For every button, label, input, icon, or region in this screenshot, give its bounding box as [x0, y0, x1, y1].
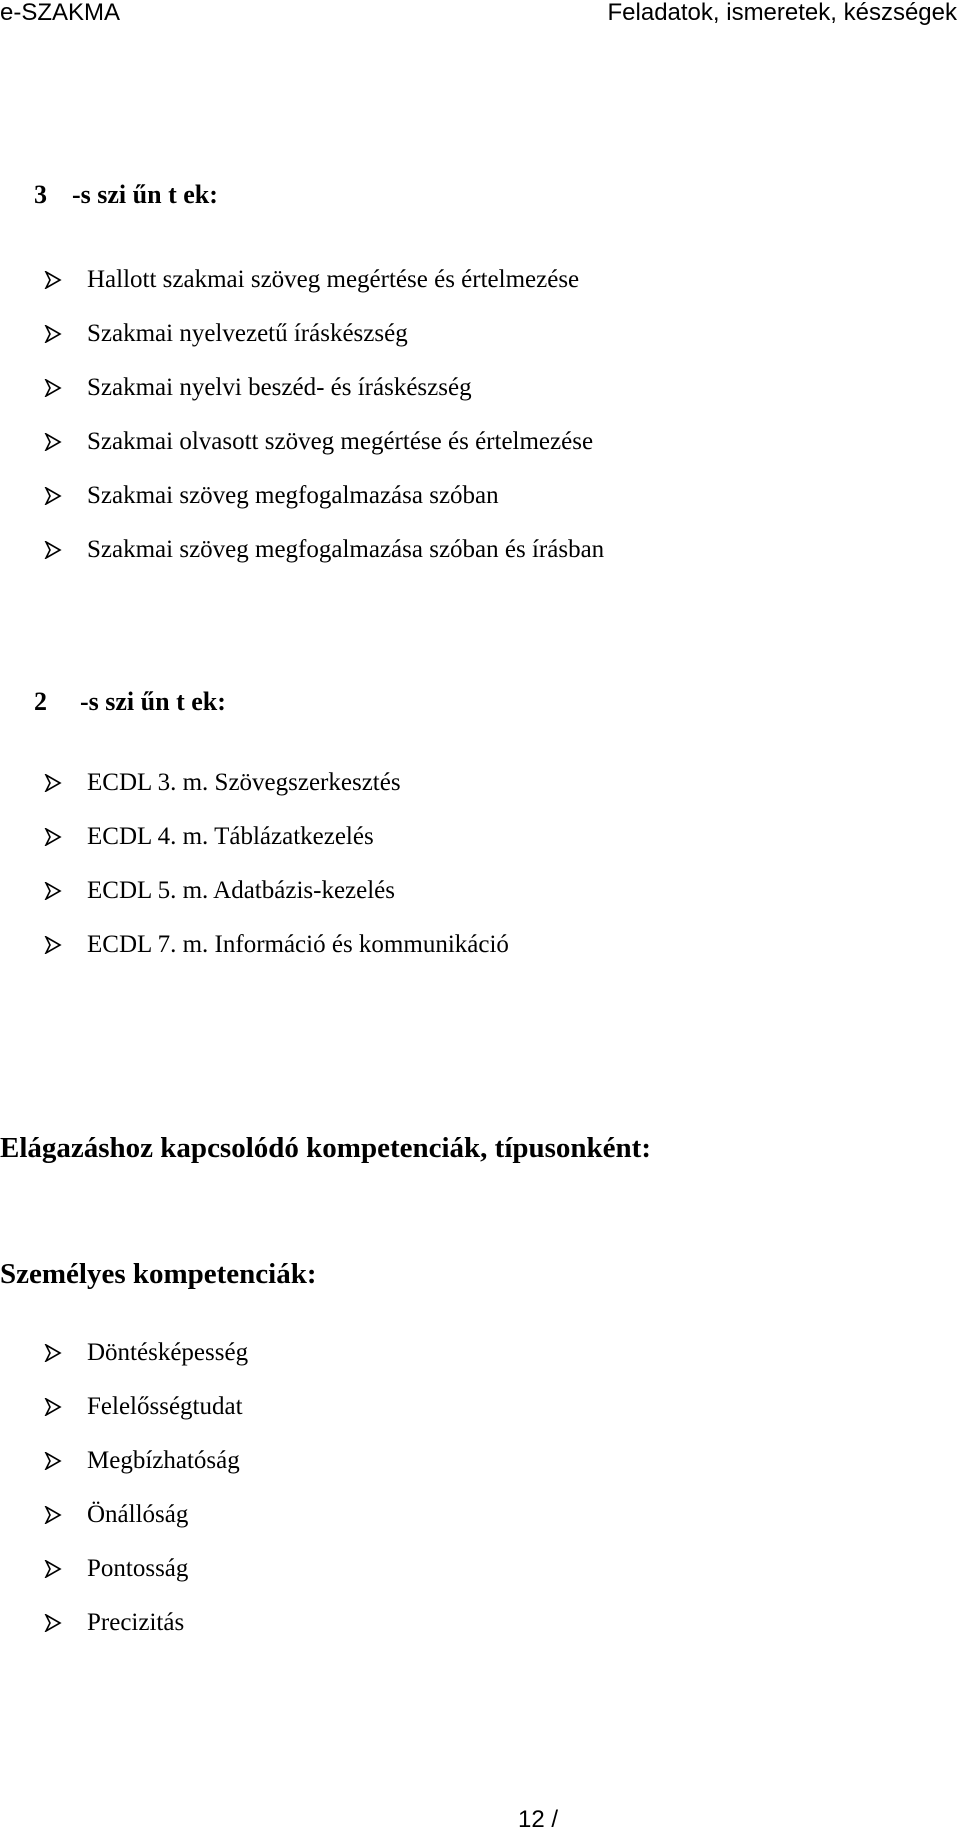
list-item-label: Precizitás: [87, 1609, 185, 1636]
arrowhead-bullet-icon: [44, 1344, 62, 1362]
list-item-label: Szakmai szöveg megfogalmazása szóban: [87, 482, 499, 509]
list-item-label: ECDL 4. m. Táblázatkezelés: [87, 823, 374, 850]
arrowhead-bullet-icon: [44, 541, 62, 559]
section-2-title: -s szi űn t ek:: [80, 687, 226, 716]
arrowhead-bullet-icon: [44, 774, 62, 792]
personal-competencies-heading: Személyes kompetenciák:: [0, 1258, 317, 1290]
arrowhead-bullet-icon: [44, 487, 62, 505]
list-item-label: Felelősségtudat: [87, 1393, 243, 1420]
arrowhead-bullet-icon: [44, 325, 62, 343]
list-item-label: Pontosság: [87, 1555, 189, 1582]
list-item-label: Szakmai nyelvi beszéd- és íráskészség: [87, 374, 472, 401]
arrowhead-bullet-icon: [44, 433, 62, 451]
page-header: [0, 0, 960, 30]
arrowhead-bullet-icon: [44, 828, 62, 846]
list-item-label: Döntésképesség: [87, 1339, 249, 1366]
arrowhead-bullet-icon: [44, 1560, 62, 1578]
list-item-label: Megbízhatóság: [87, 1447, 240, 1474]
arrowhead-bullet-icon: [44, 936, 62, 954]
arrowhead-bullet-icon: [44, 882, 62, 900]
section-3-number: 3: [34, 180, 47, 209]
arrowhead-bullet-icon: [44, 1398, 62, 1416]
arrowhead-bullet-icon: [44, 1452, 62, 1470]
section-2-heading: [34, 687, 226, 717]
list-item-label: Szakmai szöveg megfogalmazása szóban és írásban: [87, 536, 605, 563]
list-item-label: ECDL 3. m. Szövegszerkesztés: [87, 769, 401, 796]
list-item-label: ECDL 7. m. Információ és kommunikáció: [87, 931, 509, 958]
list-item-label: ECDL 5. m. Adatbázis-kezelés: [87, 877, 396, 904]
arrowhead-bullet-icon: [44, 1506, 62, 1524]
branch-competencies-heading: Elágazáshoz kapcsolódó kompetenciák, típusonként:: [0, 1132, 651, 1164]
list-item-label: Hallott szakmai szöveg megértése és értelmezése: [87, 266, 580, 293]
section-2-number: 2: [34, 687, 47, 716]
arrowhead-bullet-icon: [44, 271, 62, 289]
arrowhead-bullet-icon: [44, 1614, 62, 1632]
header-brand: e-SZAKMA: [0, 0, 121, 26]
section-3-title: -s szi űn t ek:: [72, 180, 218, 209]
list-item-label: Szakmai nyelvezetű íráskészség: [87, 320, 408, 347]
section-3-heading: [34, 180, 218, 210]
header-section-title: Feladatok, ismeretek, készségek: [607, 0, 957, 26]
arrowhead-bullet-icon: [44, 379, 62, 397]
list-item-label: Önállóság: [87, 1501, 189, 1528]
list-item-label: Szakmai olvasott szöveg megértése és értelmezése: [87, 428, 594, 455]
page-number: 12 /: [518, 1806, 559, 1833]
